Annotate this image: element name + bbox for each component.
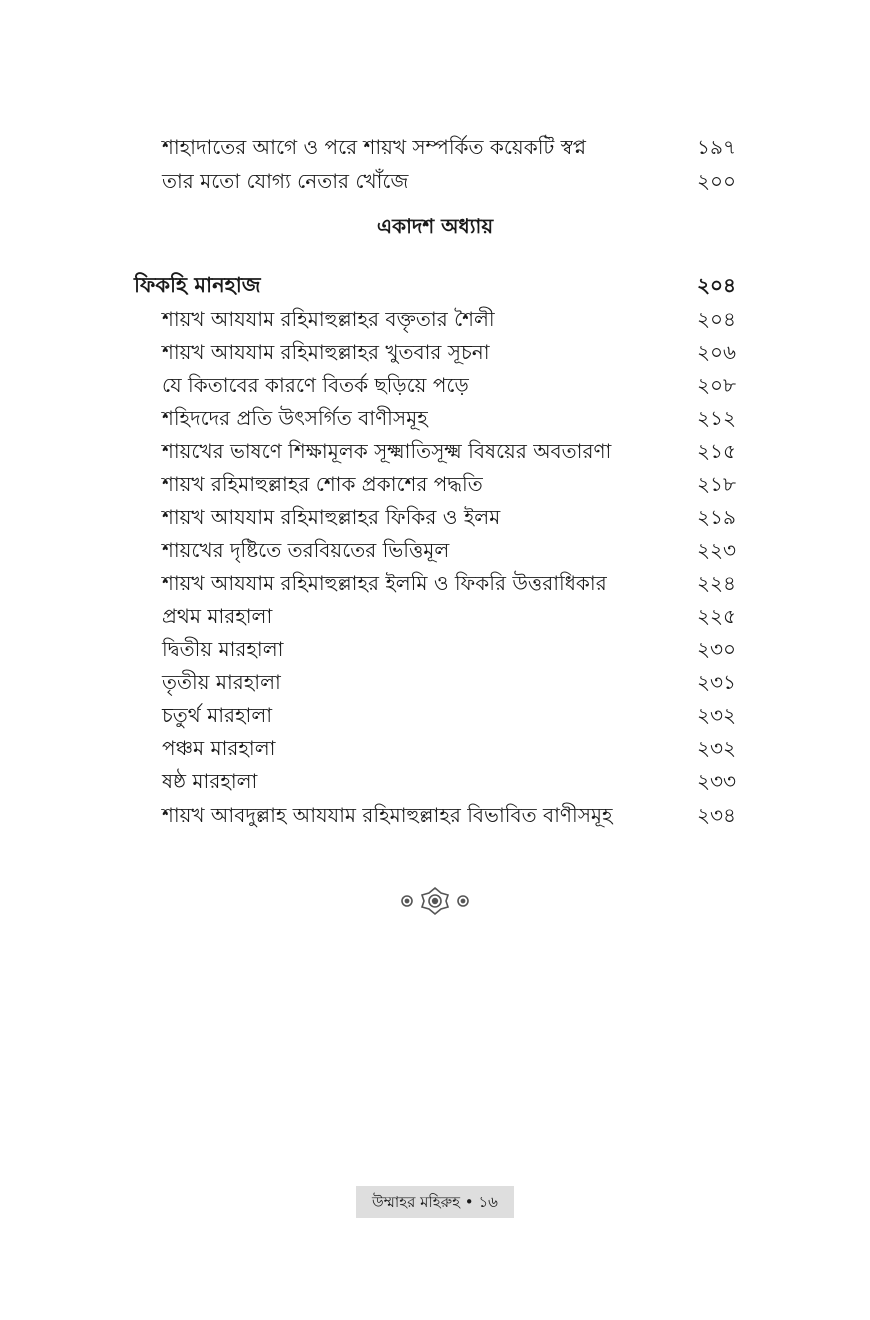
toc-entry-title: চতুর্থ মারহালা (162, 703, 273, 727)
toc-entry-title: শায়খ আযযাম রহিমাহুল্লাহর খুতবার সূচনা (162, 340, 490, 364)
toc-entry (0, 798, 870, 832)
toc-entry (0, 467, 870, 501)
toc-entry (0, 434, 870, 468)
toc-entry (0, 731, 870, 765)
floral-divider-icon (395, 886, 475, 916)
toc-entry-page: ২২৫ (697, 604, 736, 628)
footer-badge (356, 1186, 514, 1218)
toc-entry-title: শায়খের দৃষ্টিতে তরবিয়তের ভিত্তিমূল (162, 538, 450, 562)
toc-entry (0, 698, 870, 732)
toc-section-title: ফিকহি মানহাজ (134, 273, 261, 297)
toc-entry-title: তৃতীয় মারহালা (162, 670, 281, 694)
toc-entry (0, 764, 870, 798)
toc-entry-page: ২৩০ (696, 637, 736, 661)
toc-entry-page: ২২৩ (696, 538, 736, 562)
toc-entry-title: শায়খ আযযাম রহিমাহুল্লাহর ইলমি ও ফিকরি উত্তরাধিকার (162, 571, 607, 595)
toc-entry-title: শায়খ আযযাম রহিমাহুল্লাহর বক্তৃতার শৈলী (162, 307, 495, 331)
toc-entry-page: ২০৪ (697, 307, 736, 331)
toc-entry-title: শহিদদের প্রতি উৎসর্গিত বাণীসমূহ (162, 406, 428, 430)
toc-entry-title: ষষ্ঠ মারহালা (162, 769, 258, 793)
toc-entry-title: শাহাদাতের আগে ও পরে শায়খ সম্পর্কিত কয়েকটি স্বপ্ন (162, 135, 587, 159)
toc-entry (0, 164, 870, 198)
toc-entry-title: দ্বিতীয় মারহালা (162, 637, 284, 661)
toc-entry (0, 335, 870, 369)
toc-entry (0, 665, 870, 699)
toc-entry-page: ২০৬ (696, 340, 736, 364)
chapter-heading: একাদশ অধ্যায় (376, 214, 494, 238)
toc-entry-page: ২৩২ (696, 703, 736, 727)
toc-entry (0, 599, 870, 633)
toc-entry (0, 533, 870, 567)
toc-entry-title: শায়খ আবদুল্লাহ আযযাম রহিমাহুল্লাহর বিভাবিত বাণীসমূহ (162, 803, 613, 827)
toc-entry-page: ২৩৩ (696, 769, 736, 793)
toc-entry (0, 302, 870, 336)
toc-entry (0, 130, 870, 164)
toc-entry-page: ২৩৪ (697, 803, 736, 827)
toc-entry-title: পঞ্চম মারহালা (162, 736, 276, 760)
footer-page-number: ১৬ (478, 1193, 498, 1211)
toc-entry-title: শায়খ আযযাম রহিমাহুল্লাহর ফিকির ও ইলম (162, 505, 501, 529)
toc-entry-page: ২২৪ (697, 571, 736, 595)
toc-entry (0, 566, 870, 600)
toc-entry (0, 632, 870, 666)
toc-entry-title: শায়খ রহিমাহুল্লাহর শোক প্রকাশের পদ্ধতি (162, 472, 483, 496)
toc-entry-page: ২১২ (697, 406, 736, 430)
toc-entry-title: তার মতো যোগ্য নেতার খোঁজে (162, 169, 409, 193)
toc-entry-page: ২০৮ (697, 373, 736, 397)
toc-entry-title: যে কিতাবের কারণে বিতর্ক ছড়িয়ে পড়ে (162, 373, 469, 397)
toc-entry-title: শায়খের ভাষণে শিক্ষামূলক সূক্ষ্মাতিসূক্ষ্ম বিষয়ের অবতারণা (162, 439, 612, 463)
toc-entry (0, 500, 870, 534)
toc-entry (0, 368, 870, 402)
toc-section-page: ২০৪ (697, 273, 736, 297)
toc-entry-page: ২৩১ (697, 670, 736, 694)
toc-entry-title: প্রথম মারহালা (162, 604, 273, 628)
toc-entry-page: ২৩২ (696, 736, 736, 760)
toc-entry-page: ২১৫ (697, 439, 736, 463)
footer-book-title: উম্মাহর মহিরুহ (372, 1193, 461, 1211)
toc-entry-page: ২১৯ (697, 505, 736, 529)
toc-entry-page: ২১৮ (697, 472, 736, 496)
toc-entry-page: ১৯৭ (697, 135, 736, 159)
toc-entry-page: ২০০ (696, 169, 736, 193)
toc-entry (0, 401, 870, 435)
toc-section (0, 268, 870, 302)
footer-separator: • (464, 1193, 474, 1211)
